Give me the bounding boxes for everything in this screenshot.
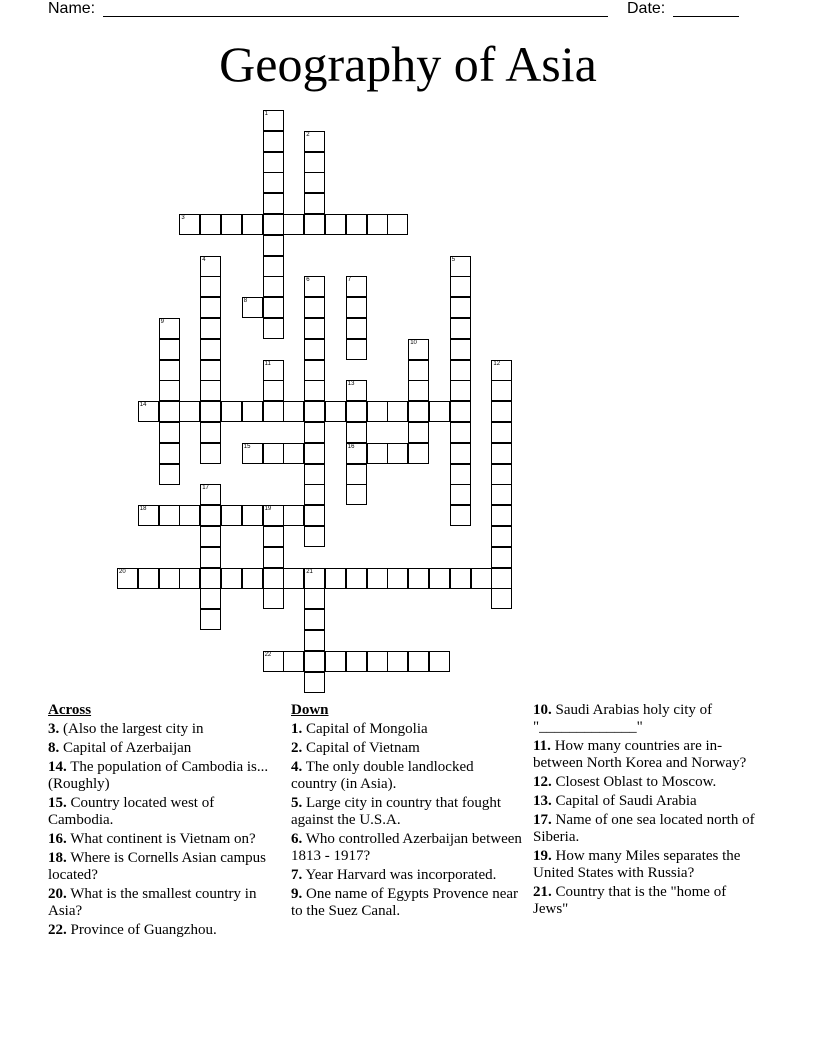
clue-item [48, 850, 278, 884]
clue-item [291, 721, 523, 738]
clue-text: How many countries are in-between North Korea and Norway? [533, 738, 747, 771]
crossword-cell[interactable] [263, 172, 284, 193]
crossword-cell[interactable] [200, 588, 221, 609]
crossword-cell[interactable] [159, 568, 180, 589]
crossword-cell[interactable] [200, 318, 221, 339]
page-title: Geography of Asia [219, 36, 597, 92]
clue-text: One name of Egypts Provence near to the Suez Canal. [291, 886, 519, 919]
clue-item [48, 795, 278, 829]
crossword-cell[interactable] [200, 256, 221, 277]
crossword-cell[interactable] [304, 172, 325, 193]
cell-number: 16 [347, 443, 355, 450]
crossword-cell[interactable] [138, 401, 159, 422]
crossword-cell[interactable] [304, 297, 325, 318]
clue-item [291, 886, 523, 920]
cell-number: 22 [264, 651, 272, 658]
clue-text: Name of one sea located north of Siberia. [533, 812, 755, 845]
crossword-cell[interactable] [159, 464, 180, 485]
clue-number: 2. [291, 740, 303, 756]
crossword-cell[interactable] [263, 547, 284, 568]
clue-item [291, 740, 523, 757]
crossword-cell[interactable] [283, 401, 304, 422]
crossword-cell[interactable] [325, 214, 346, 235]
clue-text: What continent is Vietnam on? [66, 831, 256, 847]
clue-number: 12. [533, 774, 552, 790]
crossword-cell[interactable] [408, 339, 429, 360]
clue-text: The only double landlocked country (in Asia). [291, 759, 474, 792]
crossword-cell[interactable] [471, 568, 492, 589]
crossword-cell[interactable] [221, 568, 242, 589]
crossword-cell[interactable] [325, 568, 346, 589]
crossword-cell[interactable] [304, 360, 325, 381]
crossword-cell[interactable] [283, 214, 304, 235]
cell-number: 3 [181, 215, 185, 221]
crossword-cell[interactable] [304, 401, 325, 422]
crossword-cell[interactable] [263, 214, 284, 235]
cell-number: 4 [202, 256, 206, 263]
cell-number: 5 [451, 256, 456, 263]
clue-number: 22. [48, 922, 67, 938]
crossword-cell[interactable] [179, 505, 200, 526]
clue-item [533, 884, 763, 918]
crossword-cell[interactable] [491, 568, 512, 589]
cell-number: 6 [306, 277, 310, 284]
clue-item [533, 738, 763, 772]
clue-text: What is the smallest country in Asia? [48, 886, 257, 919]
crossword-cell[interactable] [200, 401, 221, 422]
crossword-cell[interactable] [304, 464, 325, 485]
clue-number: 10. [533, 702, 552, 718]
crossword-cell[interactable] [263, 318, 284, 339]
cell-number: 14 [139, 402, 147, 409]
crossword-cell[interactable] [346, 214, 367, 235]
crossword-cell[interactable] [450, 256, 471, 277]
clue-item [291, 831, 523, 865]
crossword-cell[interactable] [263, 380, 284, 401]
crossword-cell[interactable] [283, 651, 304, 672]
clue-item [533, 848, 763, 882]
crossword-cell[interactable] [242, 568, 263, 589]
clue-number: 19. [533, 848, 552, 864]
crossword-cell[interactable] [367, 568, 388, 589]
clue-text: (Also the largest city in [59, 721, 204, 737]
clue-text: Capital of Mongolia [302, 721, 428, 737]
crossword-cell[interactable] [450, 297, 471, 318]
crossword-cell[interactable] [491, 422, 512, 443]
cell-number: 12 [493, 360, 501, 367]
crossword-cell[interactable] [450, 380, 471, 401]
crossword-cell[interactable] [200, 214, 221, 235]
clue-number: 16. [48, 831, 67, 847]
crossword-cell[interactable] [408, 422, 429, 443]
crossword-cell[interactable] [263, 110, 284, 131]
crossword-cell[interactable] [367, 443, 388, 464]
date-label: Date: [627, 0, 666, 17]
clue-item [48, 721, 278, 738]
crossword-cell[interactable] [304, 276, 325, 297]
crossword-cell[interactable] [242, 214, 263, 235]
clue-number: 3. [48, 721, 60, 737]
crossword-cell[interactable] [159, 339, 180, 360]
crossword-cell[interactable] [408, 360, 429, 381]
crossword-cell[interactable] [263, 568, 284, 589]
crossword-cell[interactable] [242, 297, 263, 318]
clue-text: Capital of Saudi Arabia [551, 793, 697, 809]
crossword-cell[interactable] [200, 339, 221, 360]
clue-item [48, 922, 278, 939]
clue-item [291, 759, 523, 793]
crossword-cell[interactable] [408, 380, 429, 401]
clue-item [291, 795, 523, 829]
crossword-cell[interactable] [304, 318, 325, 339]
crossword-cell[interactable] [387, 443, 408, 464]
crossword-cell[interactable] [304, 131, 325, 152]
crossword-cell[interactable] [304, 526, 325, 547]
cell-number: 10 [410, 339, 417, 346]
clue-text: Closest Oblast to Moscow. [551, 774, 717, 790]
clue-item [48, 740, 278, 757]
crossword-cell[interactable] [450, 464, 471, 485]
crossword-cell[interactable] [304, 630, 325, 651]
crossword-cell[interactable] [221, 505, 242, 526]
clue-number: 5. [291, 795, 303, 811]
crossword-cell[interactable] [179, 214, 200, 235]
clue-number: 20. [48, 886, 67, 902]
cell-number: 1 [264, 111, 268, 117]
crossword-cell[interactable] [450, 422, 471, 443]
crossword-cell[interactable] [346, 651, 367, 672]
crossword-cell[interactable] [304, 443, 325, 464]
crossword-cell[interactable] [387, 401, 408, 422]
crossword-cell[interactable] [304, 588, 325, 609]
clue-number: 14. [48, 759, 67, 775]
crossword-cell[interactable] [408, 568, 429, 589]
cell-number: 7 [347, 277, 352, 284]
crossword-cell[interactable] [200, 547, 221, 568]
crossword-cell[interactable] [491, 401, 512, 422]
clue-text: Year Harvard was incorporated. [302, 867, 497, 883]
crossword-cell[interactable] [200, 443, 221, 464]
crossword-cell[interactable] [138, 568, 159, 589]
crossword-cell[interactable] [304, 609, 325, 630]
crossword-cell[interactable] [367, 214, 388, 235]
clue-text: Saudi Arabias holy city of "_____________" [533, 702, 713, 735]
crossword-cell[interactable] [263, 651, 284, 672]
crossword-cell[interactable] [117, 568, 138, 589]
crossword-cell[interactable] [346, 464, 367, 485]
crossword-cell[interactable] [304, 484, 325, 505]
crossword-cell[interactable] [221, 401, 242, 422]
cell-number: 18 [139, 506, 147, 513]
crossword-cell[interactable] [325, 651, 346, 672]
crossword-cell[interactable] [491, 443, 512, 464]
crossword-cell[interactable] [200, 422, 221, 443]
crossword-cell[interactable] [263, 131, 284, 152]
crossword-cell[interactable] [450, 276, 471, 297]
clue-number: 15. [48, 795, 67, 811]
crossword-cell[interactable] [200, 360, 221, 381]
crossword-cell[interactable] [450, 360, 471, 381]
clue-text: How many Miles separates the United States with Russia? [533, 848, 741, 881]
crossword-cell[interactable] [491, 588, 512, 609]
crossword-cell[interactable] [387, 651, 408, 672]
crossword-cell[interactable] [242, 505, 263, 526]
clue-text: The population of Cambodia is... (Roughly) [48, 759, 269, 792]
crossword-cell[interactable] [159, 360, 180, 381]
crossword-cell[interactable] [263, 276, 284, 297]
clue-item [48, 759, 278, 793]
crossword-cell[interactable] [200, 568, 221, 589]
crossword-cell[interactable] [263, 235, 284, 256]
crossword-cell[interactable] [346, 339, 367, 360]
crossword-cell[interactable] [159, 401, 180, 422]
down-clues-continued [533, 702, 763, 920]
crossword-cell[interactable] [491, 484, 512, 505]
name-line[interactable] [103, 16, 608, 17]
crossword-cell[interactable] [283, 568, 304, 589]
crossword-cell[interactable] [346, 443, 367, 464]
crossword-cell[interactable] [283, 505, 304, 526]
date-line[interactable] [673, 16, 739, 17]
crossword-cell[interactable] [179, 568, 200, 589]
crossword-cell[interactable] [159, 422, 180, 443]
crossword-cell[interactable] [283, 443, 304, 464]
across-clues [48, 702, 278, 941]
crossword-cell[interactable] [304, 505, 325, 526]
crossword-cell[interactable] [263, 401, 284, 422]
crossword-cell[interactable] [304, 214, 325, 235]
crossword-cell[interactable] [491, 505, 512, 526]
crossword-cell[interactable] [179, 401, 200, 422]
crossword-cell[interactable] [263, 297, 284, 318]
crossword-cell[interactable] [138, 505, 159, 526]
crossword-cell[interactable] [200, 609, 221, 630]
crossword-cell[interactable] [491, 360, 512, 381]
down-clues [291, 702, 523, 922]
clue-item [533, 702, 763, 736]
crossword-cell[interactable] [200, 276, 221, 297]
crossword-cell[interactable] [159, 318, 180, 339]
crossword-cell[interactable] [346, 297, 367, 318]
down-clue-list [291, 721, 523, 920]
clue-text: Country that is the "home of Jews" [533, 884, 727, 917]
crossword-cell[interactable] [159, 380, 180, 401]
cell-number: 8 [243, 298, 248, 305]
clue-item [533, 793, 763, 810]
crossword-cell[interactable] [304, 568, 325, 589]
crossword-cell[interactable] [450, 443, 471, 464]
clue-text: Capital of Vietnam [302, 740, 420, 756]
crossword-cell[interactable] [159, 505, 180, 526]
crossword-cell[interactable] [304, 651, 325, 672]
crossword-cell[interactable] [263, 152, 284, 173]
clue-text: Country located west of Cambodia. [48, 795, 215, 828]
crossword-cell[interactable] [367, 401, 388, 422]
crossword-cell[interactable] [346, 484, 367, 505]
crossword-cell[interactable] [304, 152, 325, 173]
cell-number: 15 [243, 443, 251, 450]
clue-number: 8. [48, 740, 60, 756]
cell-number: 2 [306, 131, 310, 138]
clue-item [533, 812, 763, 846]
crossword-cell[interactable] [304, 339, 325, 360]
cell-number: 9 [160, 319, 164, 325]
crossword-cell[interactable] [263, 505, 284, 526]
clue-number: 18. [48, 850, 67, 866]
crossword-cell[interactable] [429, 568, 450, 589]
cell-number: 17 [202, 485, 209, 492]
crossword-cell[interactable] [450, 505, 471, 526]
crossword-cell[interactable] [429, 651, 450, 672]
crossword-cell[interactable] [346, 568, 367, 589]
name-label: Name: [48, 0, 96, 17]
clue-text: Province of Guangzhou. [66, 922, 217, 938]
crossword-cell[interactable] [263, 588, 284, 609]
crossword-cell[interactable] [304, 672, 325, 693]
crossword-cell[interactable] [387, 214, 408, 235]
clue-text: Large city in country that fought against the U.S.A. [291, 795, 502, 828]
crossword-grid [117, 110, 537, 700]
crossword-cell[interactable] [159, 443, 180, 464]
crossword-cell[interactable] [491, 380, 512, 401]
clue-text: Capital of Azerbaijan [59, 740, 192, 756]
crossword-cell[interactable] [200, 484, 221, 505]
clue-item [48, 886, 278, 920]
clue-item [533, 774, 763, 791]
cell-number: 13 [347, 381, 355, 388]
crossword-cell[interactable] [200, 526, 221, 547]
clue-number: 6. [291, 831, 303, 847]
crossword-cell[interactable] [367, 651, 388, 672]
crossword-cell[interactable] [200, 297, 221, 318]
clue-number: 21. [533, 884, 552, 900]
crossword-cell[interactable] [242, 401, 263, 422]
cell-number: 21 [306, 568, 313, 575]
crossword-cell[interactable] [263, 443, 284, 464]
crossword-cell[interactable] [491, 526, 512, 547]
down-clue-list-continued [533, 702, 763, 918]
crossword-cell[interactable] [346, 380, 367, 401]
clue-number: 13. [533, 793, 552, 809]
crossword-cell[interactable] [408, 443, 429, 464]
crossword-cell[interactable] [408, 651, 429, 672]
crossword-cell[interactable] [450, 484, 471, 505]
clue-text: Where is Cornells Asian campus located? [48, 850, 267, 883]
cell-number: 11 [264, 360, 271, 367]
crossword-cell[interactable] [450, 339, 471, 360]
crossword-cell[interactable] [387, 568, 408, 589]
clue-number: 17. [533, 812, 552, 828]
clue-number: 9. [291, 886, 303, 902]
clue-text: Who controlled Azerbaijan between 1813 - 1917? [291, 831, 522, 864]
crossword-cell[interactable] [242, 443, 263, 464]
cell-number: 20 [119, 568, 126, 575]
crossword-cell[interactable] [450, 401, 471, 422]
crossword-cell[interactable] [491, 464, 512, 485]
clue-number: 4. [291, 759, 303, 775]
across-clue-list [48, 721, 278, 939]
crossword-cell[interactable] [346, 276, 367, 297]
crossword-cell[interactable] [346, 401, 367, 422]
crossword-cell[interactable] [450, 318, 471, 339]
crossword-cell[interactable] [221, 214, 242, 235]
clue-number: 7. [291, 867, 303, 883]
crossword-cell[interactable] [491, 547, 512, 568]
crossword-cell[interactable] [346, 422, 367, 443]
clue-item [48, 831, 278, 848]
crossword-cell[interactable] [200, 505, 221, 526]
crossword-cell[interactable] [304, 380, 325, 401]
crossword-cell[interactable] [325, 401, 346, 422]
clue-number: 1. [291, 721, 303, 737]
crossword-cell[interactable] [263, 256, 284, 277]
crossword-cell[interactable] [263, 526, 284, 547]
worksheet-header [0, 0, 816, 20]
crossword-cell[interactable] [200, 380, 221, 401]
down-heading: Down [291, 702, 329, 718]
across-heading: Across [48, 702, 92, 718]
crossword-cell[interactable] [450, 568, 471, 589]
clue-item [291, 867, 523, 884]
crossword-cell[interactable] [263, 193, 284, 214]
crossword-cell[interactable] [408, 401, 429, 422]
crossword-cell[interactable] [346, 318, 367, 339]
cell-number: 19 [264, 506, 272, 513]
crossword-cell[interactable] [429, 401, 450, 422]
crossword-cell[interactable] [263, 360, 284, 381]
clue-number: 11. [533, 738, 551, 754]
crossword-cell[interactable] [304, 422, 325, 443]
crossword-cell[interactable] [304, 193, 325, 214]
